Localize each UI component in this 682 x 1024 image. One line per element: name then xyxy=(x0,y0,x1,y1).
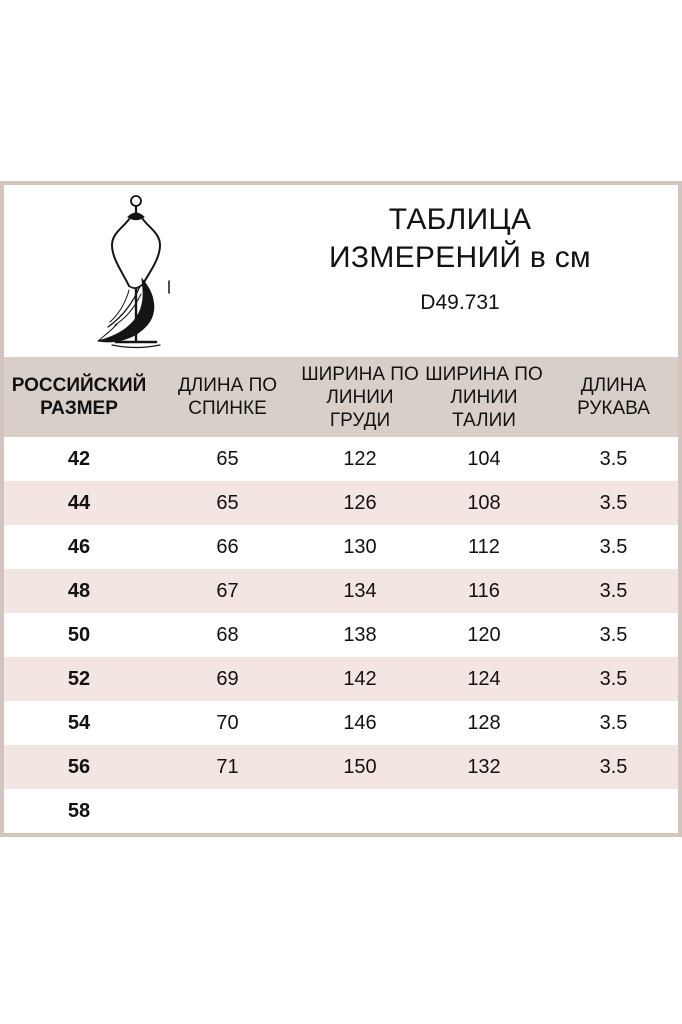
cell-sleeve-length: 3.5 xyxy=(549,569,678,613)
cell-back-length xyxy=(154,789,301,833)
page-title-line2: ИЗМЕРЕНИЙ в см xyxy=(329,241,591,274)
size-chart-panel xyxy=(0,181,682,837)
col-header-russian-size: РОССИЙСКИЙ РАЗМЕР xyxy=(4,357,154,437)
cell-size: 50 xyxy=(4,613,154,657)
cell-size: 56 xyxy=(4,745,154,789)
cell-back-length: 71 xyxy=(154,745,301,789)
cell-chest-width xyxy=(301,789,419,833)
cell-chest-width: 126 xyxy=(301,481,419,525)
cell-back-length: 65 xyxy=(154,481,301,525)
table-row-size-46 xyxy=(4,525,678,569)
cell-waist-width xyxy=(419,789,549,833)
cell-size: 52 xyxy=(4,657,154,701)
col-header-back-length: ДЛИНА ПО СПИНКЕ xyxy=(154,357,301,437)
cell-chest-width: 130 xyxy=(301,525,419,569)
cell-size: 58 xyxy=(4,789,154,833)
cell-size: 42 xyxy=(4,437,154,481)
table-row-size-42 xyxy=(4,437,678,481)
table-row-size-52 xyxy=(4,657,678,701)
cell-chest-width: 134 xyxy=(301,569,419,613)
cell-waist-width: 104 xyxy=(419,437,549,481)
col-header-sleeve-length: ДЛИНА РУКАВА xyxy=(549,357,678,437)
cell-size: 46 xyxy=(4,525,154,569)
cell-waist-width: 132 xyxy=(419,745,549,789)
cell-sleeve-length xyxy=(549,789,678,833)
cell-sleeve-length: 3.5 xyxy=(549,437,678,481)
product-code: D49.731 xyxy=(420,291,500,314)
cell-size: 54 xyxy=(4,701,154,745)
cell-back-length: 68 xyxy=(154,613,301,657)
table-row-size-56 xyxy=(4,745,678,789)
cell-back-length: 65 xyxy=(154,437,301,481)
col-header-chest-width: ШИРИНА ПО ЛИНИИ ГРУДИ xyxy=(301,357,419,437)
cell-chest-width: 142 xyxy=(301,657,419,701)
page-title-line1: ТАБЛИЦА xyxy=(388,203,532,236)
table-row-size-58 xyxy=(4,789,678,833)
cell-waist-width: 112 xyxy=(419,525,549,569)
table-row-size-44 xyxy=(4,481,678,525)
cell-sleeve-length: 3.5 xyxy=(549,525,678,569)
dress-form-icon xyxy=(85,191,195,351)
cell-waist-width: 116 xyxy=(419,569,549,613)
cell-back-length: 69 xyxy=(154,657,301,701)
cell-chest-width: 150 xyxy=(301,745,419,789)
cell-sleeve-length: 3.5 xyxy=(549,481,678,525)
measurements-table xyxy=(4,357,678,833)
title-block xyxy=(248,201,672,315)
cell-waist-width: 124 xyxy=(419,657,549,701)
col-header-waist-width: ШИРИНА ПО ЛИНИИ ТАЛИИ xyxy=(419,357,549,437)
cell-sleeve-length: 3.5 xyxy=(549,701,678,745)
header-row xyxy=(4,357,678,437)
cell-chest-width: 138 xyxy=(301,613,419,657)
cell-chest-width: 146 xyxy=(301,701,419,745)
table-row-size-54 xyxy=(4,701,678,745)
cell-size: 44 xyxy=(4,481,154,525)
table-body xyxy=(4,437,678,833)
cell-waist-width: 120 xyxy=(419,613,549,657)
table-header xyxy=(4,357,678,437)
cell-waist-width: 128 xyxy=(419,701,549,745)
cell-sleeve-length: 3.5 xyxy=(549,657,678,701)
cell-back-length: 70 xyxy=(154,701,301,745)
cell-sleeve-length: 3.5 xyxy=(549,745,678,789)
cell-waist-width: 108 xyxy=(419,481,549,525)
cell-back-length: 67 xyxy=(154,569,301,613)
cell-sleeve-length: 3.5 xyxy=(549,613,678,657)
title-section xyxy=(4,185,678,357)
cell-back-length: 66 xyxy=(154,525,301,569)
cell-size: 48 xyxy=(4,569,154,613)
table-row-size-50 xyxy=(4,613,678,657)
cell-chest-width: 122 xyxy=(301,437,419,481)
table-row-size-48 xyxy=(4,569,678,613)
